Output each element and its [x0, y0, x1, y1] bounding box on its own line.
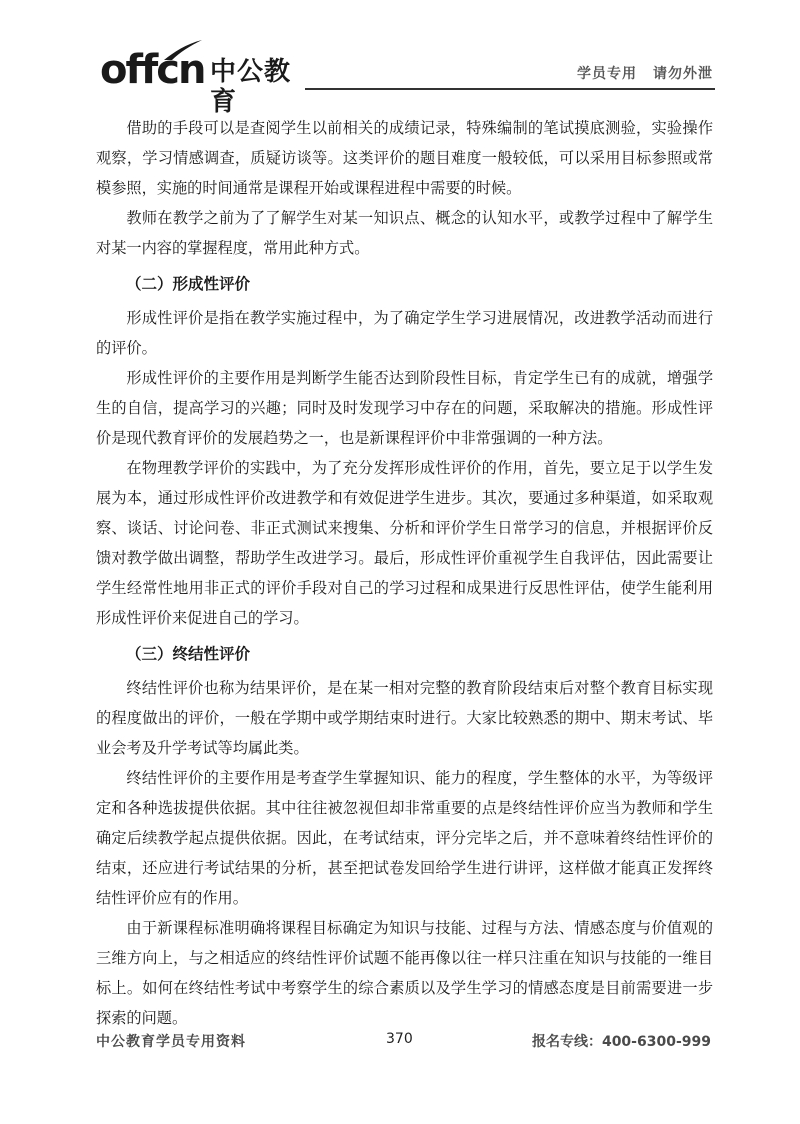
footer-hotline: 报名专线：400-6300-999 — [531, 1034, 711, 1050]
paragraph: 在物理教学评价的实践中，为了充分发挥形成性评价的作用，首先，要立足于以学生发展为本，通过形成性评价改进教学和有效促进学生进步。其次，要通过多种渠道，如采取观察、谈话、讨论问卷、非正式测试来搜集、分析和评价学生日常学习的信息，并根据评价反馈对教学做出调整，帮助学生改进学习。最后，形成性评价重视学生自我评估，因此需要让学生经常性地用非正式的评价手段对自己的学习过程和成果进行反思性评估，使学生能利用形成性评价来促进自己的学习。 — [96, 459, 713, 627]
paragraph: 终结性评价的主要作用是考查学生掌握知识、能力的程度，学生整体的水平，为等级评定和各种选拔提供依据。其中往往被忽视但却非常重要的点是终结性评价应当为教师和学生确定后续教学起点提供依据。因此，在考试结束，评分完毕之后，并不意味着终结性评价的结束，还应进行考试结果的分析，甚至把试卷发回给学生进行讲评，这样做才能真正发挥终结性评价应有的作用。 — [96, 769, 713, 907]
offcn-logo — [100, 38, 315, 117]
paragraph: 借助的手段可以是查阅学生以前相关的成绩记录，特殊编制的笔试摸底测验，实验操作观察，学习情感调查，质疑访谈等。这类评价的题目难度一般较低，可以采用目标参照或常模参照，实施的时间通常是课程开始或课程进程中需要的时候。 — [96, 119, 713, 197]
section-heading: （二）形成性评价 — [126, 275, 251, 293]
logo-chinese-text: 中公教育 — [210, 57, 292, 117]
paragraph: 教师在教学之前为了了解学生对某一知识点、概念的认知水平，或教学过程中了解学生对某一内容的掌握程度，常用此种方式。 — [96, 209, 713, 257]
logo-brand-text: offcn — [100, 47, 205, 93]
header-rule — [305, 88, 715, 90]
page-footer — [96, 1031, 711, 1055]
section-heading: （三）终结性评价 — [126, 645, 251, 663]
paragraph: 终结性评价也称为结果评价，是在某一相对完整的教育阶段结束后对整个教育目标实现的程度做出的评价，一般在学期中或学期结束时进行。大家比较熟悉的期中、期末考试、毕业会考及升学考试等均属此类。 — [96, 679, 713, 757]
page-number: 370 — [386, 1031, 413, 1047]
header-tags — [577, 63, 713, 83]
header-tag-confidential: 请勿外泄 — [653, 66, 713, 82]
paragraph: 形成性评价是指在教学实施过程中，为了确定学生学习进展情况，改进教学活动而进行的评价。 — [96, 309, 713, 357]
document-body — [96, 113, 713, 1033]
paragraph: 由于新课程标准明确将课程目标确定为知识与技能、过程与方法、情感态度与价值观的三维方向上，与之相适应的终结性评价试题不能再像以往一样只注重在知识与技能的一维目标上。如何在终结性考试中考察学生的综合素质以及学生学习的情感态度是目前需要进一步探索的问题。 — [96, 919, 713, 1027]
logo-swoosh-icon — [160, 38, 204, 62]
header-tag-members: 学员专用 — [577, 66, 637, 82]
footer-label: 中公教育学员专用资料 — [96, 1034, 246, 1050]
paragraph: 形成性评价的主要作用是判断学生能否达到阶段性目标，肯定学生已有的成就，增强学生的自信，提高学习的兴趣；同时及时发现学习中存在的问题，采取解决的措施。形成性评价是现代教育评价的发展趋势之一，也是新课程评价中非常强调的一种方法。 — [96, 369, 713, 447]
page-header — [100, 38, 715, 117]
